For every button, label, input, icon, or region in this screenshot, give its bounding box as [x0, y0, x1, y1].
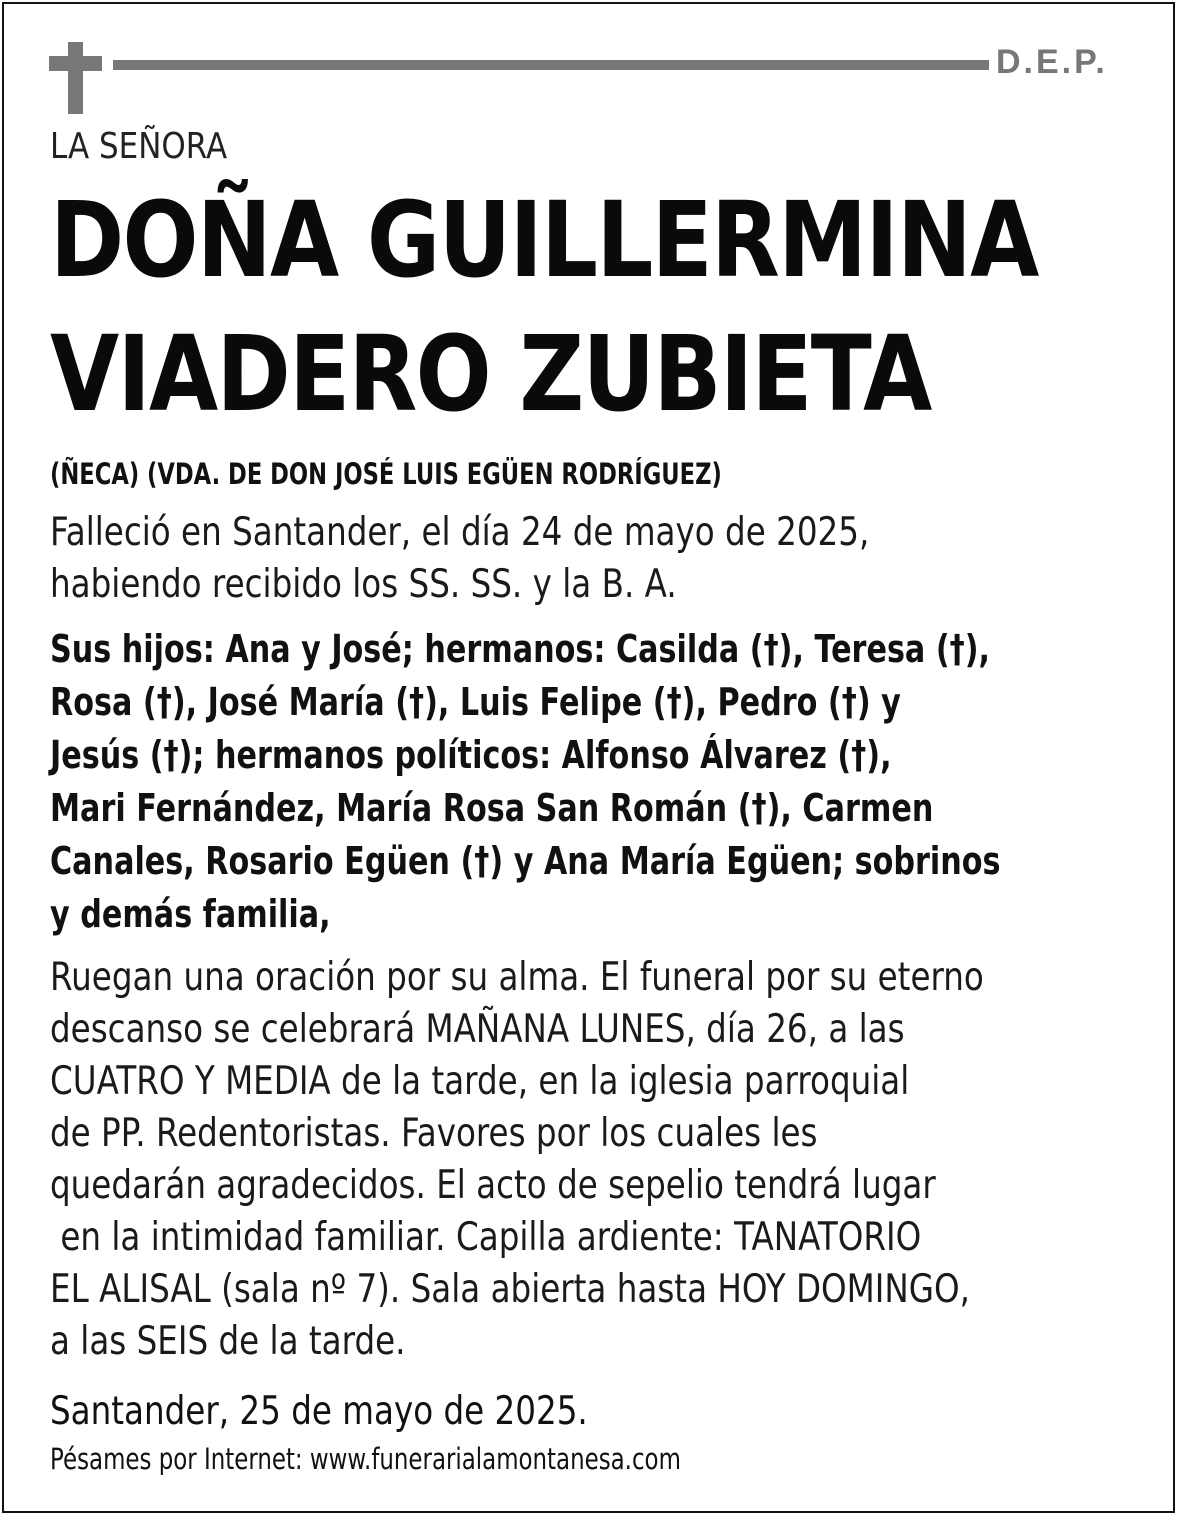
family-line: Canales, Rosario Egüen (†) y Ana María Egüen; sobrinos	[50, 839, 1001, 883]
dep-label: D.E.P.	[996, 43, 1108, 81]
death-notice	[50, 507, 1031, 611]
service-info-line: EL ALISAL (sala nº 7). Sala abierta hasta HOY DOMINGO,	[50, 1267, 970, 1312]
deceased-name-line-1: DOÑA GUILLERMINA	[50, 179, 1038, 301]
intro-label: LA SEÑORA	[50, 126, 228, 167]
death-notice-line: Falleció en Santander, el día 24 de mayo de 2025,	[50, 510, 870, 555]
place-date: Santander, 25 de mayo de 2025.	[50, 1389, 588, 1434]
header-rule	[113, 60, 989, 70]
family-line: Rosa (†), José María (†), Luis Felipe (†), Pedro (†) y	[50, 680, 901, 724]
service-info-line: de PP. Redentoristas. Favores por los cuales les	[50, 1111, 818, 1156]
family-line: Jesús (†); hermanos políticos: Alfonso Álvarez (†),	[50, 733, 892, 777]
deceased-name-line-2: VIADERO ZUBIETA	[50, 313, 931, 435]
death-notice-line: habiendo recibido los SS. SS. y la B. A.	[50, 562, 677, 607]
family-list	[50, 623, 1181, 941]
service-info-line: en la intimidad familiar. Capilla ardiente: TANATORIO	[50, 1215, 922, 1260]
service-info-line: CUATRO Y MEDIA de la tarde, en la iglesia parroquial	[50, 1059, 910, 1104]
family-line: Sus hijos: Ana y José; hermanos: Casilda (†), Teresa (†),	[50, 627, 991, 671]
family-line: Mari Fernández, María Rosa San Román (†), Carmen	[50, 786, 934, 830]
service-info-line: a las SEIS de la tarde.	[50, 1319, 406, 1364]
service-info-line: Ruegan una oración por su alma. El funeral por su eterno	[50, 955, 984, 1000]
service-info	[50, 952, 1168, 1368]
deceased-subtitle: (ÑECA) (VDA. DE DON JOSÉ LUIS EGÜEN RODRÍGUEZ)	[50, 457, 722, 491]
service-info-line: quedarán agradecidos. El acto de sepelio tendrá lugar	[50, 1163, 936, 1208]
obituary-notice	[2, 2, 1175, 1513]
condolences-footer: Pésames por Internet: www.funerarialamontanesa.com	[50, 1442, 681, 1476]
cross-icon-horizontal-bar	[49, 56, 102, 71]
cross-icon-vertical-bar	[68, 42, 83, 114]
service-info-line: descanso se celebrará MAÑANA LUNES, día 26, a las	[50, 1007, 905, 1052]
family-line: y demás familia,	[50, 892, 331, 936]
